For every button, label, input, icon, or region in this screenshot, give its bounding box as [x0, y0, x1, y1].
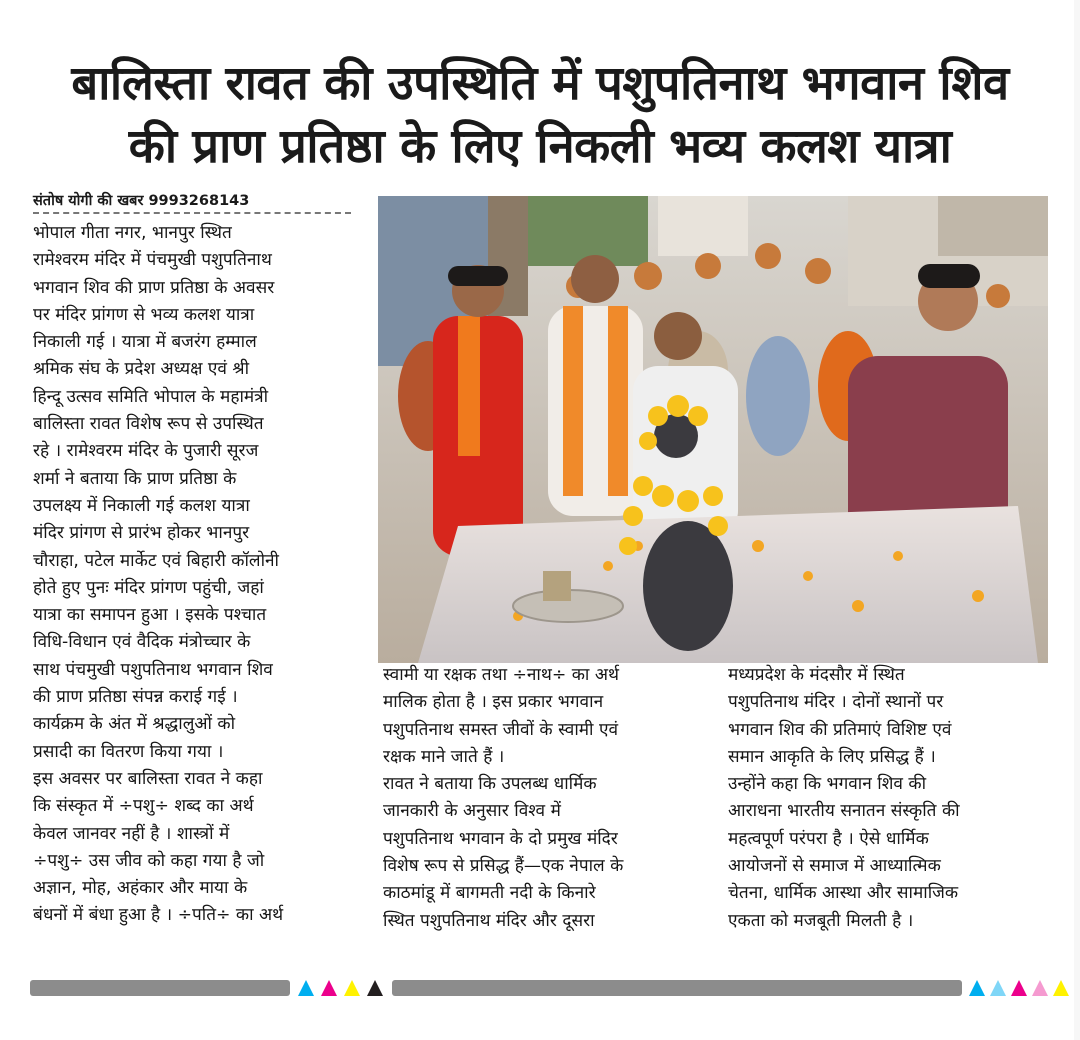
- article-line: भगवान शिव की प्राण प्रतिष्ठा के अवसर: [33, 277, 275, 298]
- article-line: की प्राण प्रतिष्ठा संपन्न कराई गई ।: [33, 687, 238, 708]
- article-line: एकता को मजबूती मिलती है ।: [728, 910, 914, 931]
- article-line: बालिस्ता रावत विशेष रूप से उपस्थित: [33, 414, 264, 435]
- article-line: रावत ने बताया कि उपलब्ध धार्मिक: [383, 774, 597, 795]
- article-line: कार्यक्रम के अंत में श्रद्धालुओं को: [33, 714, 236, 735]
- article-line: आराधना भारतीय सनातन संस्कृति की: [728, 801, 960, 822]
- article-line: स्वामी या रक्षक तथा ÷नाथ÷ का अर्थ: [383, 665, 619, 685]
- article-line: निकाली गई । यात्रा में बजरंग हम्माल: [33, 332, 257, 353]
- article-line: उन्होंने कहा कि भगवान शिव की: [728, 774, 927, 795]
- light-cyan-triangle-icon: [990, 980, 1006, 996]
- black-triangle-icon: [367, 980, 383, 996]
- article-line: शर्मा ने बताया कि प्राण प्रतिष्ठा के: [33, 468, 237, 489]
- article-line: काठमांडू में बागमती नदी के किनारे: [383, 883, 596, 904]
- article-line: अज्ञान, मोह, अहंकार और माया के: [33, 878, 248, 899]
- headline-line-2: की प्राण प्रतिष्ठा के लिए निकली भव्य कलश यात्रा: [128, 119, 952, 174]
- article-line: भोपाल गीता नगर, भानपुर स्थित: [33, 223, 232, 243]
- article-line: समान आकृति के लिए प्रसिद्ध हैं ।: [728, 746, 936, 767]
- article-column-2: [383, 662, 711, 935]
- photo-ceremony-icon: [378, 196, 1048, 663]
- article-line: पशुपतिनाथ मंदिर । दोनों स्थानों पर: [728, 692, 944, 713]
- article-line: प्रसादी का वितरण किया गया ।: [33, 741, 224, 762]
- byline: संतोष योगी की खबर 9993268143: [33, 192, 351, 214]
- article-line: कि संस्कृत में ÷पशु÷ शब्द का अर्थ: [33, 796, 254, 817]
- article-line: बंधनों में बंधा हुआ है । ÷पति÷ का अर्थ: [33, 905, 284, 926]
- article-line: स्थित पशुपतिनाथ मंदिर और दूसरा: [383, 910, 595, 931]
- article-line: यात्रा का समापन हुआ । इसके पश्चात: [33, 605, 267, 626]
- article-line: विशेष रूप से प्रसिद्ध हैं—एक नेपाल के: [383, 856, 624, 877]
- article-line: रक्षक माने जाते हैं ।: [383, 746, 505, 767]
- article-line: मध्यप्रदेश के मंदसौर में स्थित: [728, 665, 905, 685]
- article-line: श्रमिक संघ के प्रदेश अध्यक्ष एवं श्री: [33, 359, 250, 380]
- article-column-1: [33, 220, 353, 930]
- article-column-3: [728, 662, 1048, 935]
- headline: [0, 52, 1080, 178]
- print-bar-right: [392, 980, 962, 996]
- article-line: पशुपतिनाथ भगवान के दो प्रमुख मंदिर: [383, 828, 618, 849]
- article-line: पशुपतिनाथ समस्त जीवों के स्वामी एवं: [383, 719, 619, 740]
- article-line: हिन्दू उत्सव समिति भोपाल के महामंत्री: [33, 386, 269, 407]
- article-line: होते हुए पुनः मंदिर प्रांगण पहुंची, जहां: [33, 577, 264, 598]
- article-line: मंदिर प्रांगण से प्रारंभ होकर भानपुर: [33, 523, 250, 544]
- article-line: रामेश्वरम मंदिर में पंचमुखी पशुपतिनाथ: [33, 250, 272, 271]
- article-line: उपलक्ष्य में निकाली गई कलश यात्रा: [33, 495, 250, 516]
- yellow-triangle-icon: [344, 980, 360, 996]
- article-line: केवल जानवर नहीं है । शास्त्रों में: [33, 823, 230, 844]
- magenta-triangle-icon: [321, 980, 337, 996]
- article-line: चौराहा, पटेल मार्केट एवं बिहारी कॉलोनी: [33, 550, 280, 571]
- article-line: चेतना, धार्मिक आस्था और सामाजिक: [728, 883, 959, 904]
- article-line: महत्वपूर्ण परंपरा है । ऐसे धार्मिक: [728, 828, 929, 849]
- cyan-triangle-icon: [969, 980, 985, 996]
- article-line: मालिक होता है । इस प्रकार भगवान: [383, 692, 604, 713]
- cyan-triangle-icon: [298, 980, 314, 996]
- article-line: रहे । रामेश्वरम मंदिर के पुजारी सूरज: [33, 441, 259, 462]
- article-line: ÷पशु÷ उस जीव को कहा गया है जो: [33, 850, 265, 871]
- article-line: जानकारी के अनुसार विश्व में: [383, 801, 561, 822]
- print-bar-left: [30, 980, 290, 996]
- article-line: पर मंदिर प्रांगण से भव्य कलश यात्रा: [33, 304, 255, 325]
- light-magenta-triangle-icon: [1032, 980, 1048, 996]
- magenta-triangle-icon: [1011, 980, 1027, 996]
- yellow-triangle-icon: [1053, 980, 1069, 996]
- article-line: विधि-विधान एवं वैदिक मंत्रोच्चार के: [33, 632, 251, 653]
- article-line: भगवान शिव की प्रतिमाएं विशिष्ट एवं: [728, 719, 952, 740]
- article-line: आयोजनों से समाज में आध्यात्मिक: [728, 856, 941, 877]
- article-line: इस अवसर पर बालिस्ता रावत ने कहा: [33, 768, 263, 789]
- news-photo: [378, 196, 1048, 663]
- article-line: साथ पंचमुखी पशुपतिनाथ भगवान शिव: [33, 659, 273, 680]
- headline-line-1: बालिस्ता रावत की उपस्थिति में पशुपतिनाथ भगवान शिव: [71, 56, 1009, 111]
